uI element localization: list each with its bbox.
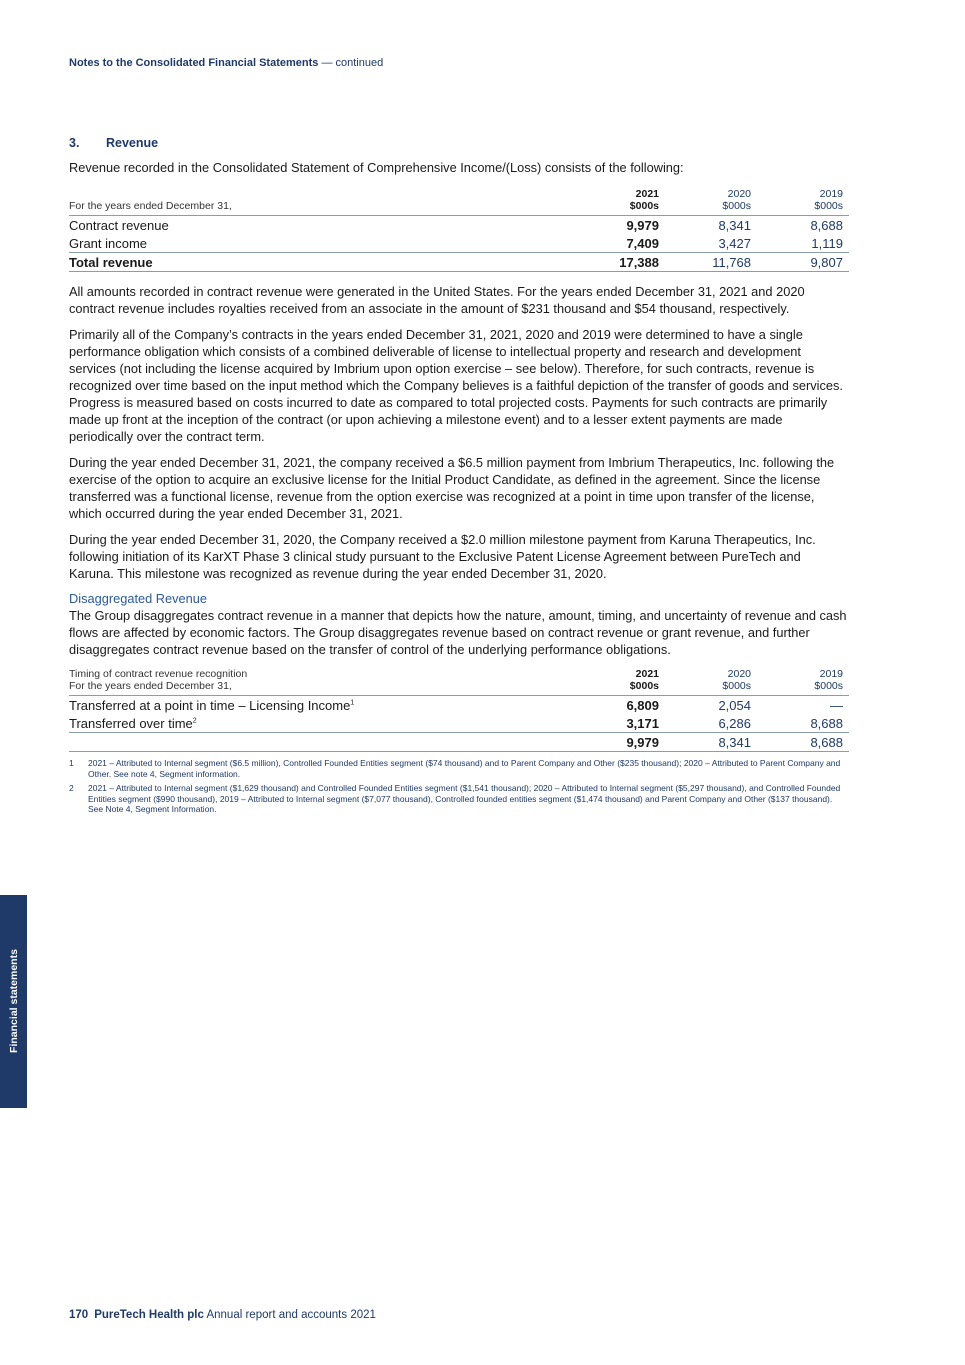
header-title: Notes to the Consolidated Financial Statements bbox=[69, 57, 319, 69]
paragraph: All amounts recorded in contract revenue were generated in the United States. For the years ended December 31, 2021 and 2020 contract revenue includes royalties received from an associate in the amount of $231 thousand and $54 thousand, respectively. bbox=[69, 284, 805, 316]
row-label: Transferred at a point in time – Licensing Income$^1$ bbox=[69, 698, 355, 713]
page-footer bbox=[69, 1309, 376, 1321]
table-header-row bbox=[69, 188, 849, 216]
cell-value: 2,054 bbox=[718, 698, 751, 713]
section-heading bbox=[69, 136, 849, 150]
side-tab-label: Financial statements bbox=[8, 949, 20, 1053]
total-value: 11,768 bbox=[665, 253, 757, 272]
cell-value: 3,171 bbox=[626, 716, 659, 731]
cell-value: 8,688 bbox=[810, 218, 843, 233]
column-header: 2019 $000s bbox=[814, 188, 843, 212]
total-label: Total revenue bbox=[69, 253, 579, 272]
total-value: 9,979 bbox=[579, 733, 665, 752]
cell-value: 7,409 bbox=[626, 236, 659, 251]
column-header: 2021 $000s bbox=[629, 188, 659, 212]
subsection-heading: Disaggregated Revenue bbox=[69, 591, 208, 606]
section-number: 3. bbox=[69, 136, 80, 150]
revenue-table bbox=[69, 188, 849, 272]
table-row bbox=[69, 696, 849, 715]
total-value: 8,341 bbox=[665, 733, 757, 752]
footnote-text: 2021 – Attributed to Internal segment ($6.5 million), Controlled Founded Entities segment ($74 thousand) and to Parent Company and Other ($235 thousand); 2020 – Attributed to Parent Company and Other. See note 4, Segment information. bbox=[88, 758, 841, 779]
section-title: Revenue bbox=[106, 136, 159, 150]
column-header: 2021 $000s bbox=[629, 668, 659, 692]
cell-value: 9,979 bbox=[626, 218, 659, 233]
footnote bbox=[69, 758, 849, 779]
total-value: 8,688 bbox=[757, 733, 849, 752]
paragraph: Primarily all of the Company’s contracts in the years ended December 31, 2021, 2020 and 2019 were determined to have a single performance obligation which consists of a combined deliverable of license to intellectual property and research and development services (not including the license acquired by Imbrium upon option exercise – see below). Therefore, for such contracts, revenue is recognized over time based on the input method which the Company believes is a faithful depiction of the transfer of goods and services. Progress is measured based on costs incurred to date as compared to total projected costs. Payments for such contracts are primarily made up front at the inception of the contract (or upon achieving a milestone event) and to a lesser extent payments are made periodically over the contract term. bbox=[69, 327, 843, 444]
column-header: 2020 $000s bbox=[722, 668, 751, 692]
company-name: PureTech Health plc bbox=[94, 1309, 204, 1321]
table-row bbox=[69, 216, 849, 235]
table-label: For the years ended December 31, bbox=[69, 200, 232, 212]
footnote-text: 2021 – Attributed to Internal segment ($1,629 thousand) and Controlled Founded Entities segment ($1,541 thousand); 2020 – Attributed to Internal segment ($5,297 thousand), and Controlled Founded Entities segment ($990 thousand), 2019 – Attributed to Internal segment ($7,077 thousand), Controlled founded entities segment ($1,474 thousand) and Parent Company and Other ($137 thousand). See Note 4, Segment Information. bbox=[88, 783, 841, 814]
header-suffix: — continued bbox=[321, 57, 384, 69]
footnote-number: 2 bbox=[69, 783, 74, 793]
row-label: Transferred over time$^2$ bbox=[69, 716, 197, 731]
page-number: 170 bbox=[69, 1309, 89, 1321]
row-label: Grant income bbox=[69, 236, 148, 251]
table-row bbox=[69, 714, 849, 733]
disaggregated-text: The Group disaggregates contract revenue in a manner that depicts how the nature, amount, timing, and uncertainty of revenue and cash flows are affected by economic factors. The Group disaggregates revenue based on contract revenue or grant revenue, and further disaggregates contract revenue based on the transfer of control of the underlying performance obligations. bbox=[69, 608, 847, 657]
total-label bbox=[69, 733, 579, 752]
cell-value: — bbox=[830, 698, 843, 713]
intro-text: Revenue recorded in the Consolidated Statement of Comprehensive Income/(Loss) consists of the following: bbox=[69, 160, 684, 175]
row-label: Contract revenue bbox=[69, 218, 169, 233]
cell-value: 8,341 bbox=[718, 218, 751, 233]
cell-value: 6,809 bbox=[626, 698, 659, 713]
report-title: Annual report and accounts 2021 bbox=[206, 1309, 376, 1321]
total-value: 9,807 bbox=[757, 253, 849, 272]
footnote bbox=[69, 783, 849, 815]
total-row bbox=[69, 253, 849, 272]
column-header: 2019 $000s bbox=[814, 668, 843, 692]
section-side-tab bbox=[0, 895, 27, 1108]
paragraph: During the year ended December 31, 2020, the Company received a $2.0 million milestone payment from Karuna Therapeutics, Inc. following initiation of its KarXT Phase 3 clinical study pursuant to the Exclusive Patent License Agreement between PureTech and Karuna. This milestone was recognized as revenue during the year ended December 31, 2020. bbox=[69, 532, 816, 581]
footnote-ref: 1 bbox=[350, 699, 355, 707]
table-label: Timing of contract revenue recognition For the years ended December 31, bbox=[69, 668, 248, 692]
table-header-row bbox=[69, 668, 849, 696]
footnote-ref: 2 bbox=[192, 717, 197, 725]
total-value: 17,388 bbox=[579, 253, 665, 272]
timing-table bbox=[69, 668, 849, 752]
table-row bbox=[69, 234, 849, 253]
paragraph: During the year ended December 31, 2021, the company received a $6.5 million payment from Imbrium Therapeutics, Inc. following the exercise of the option to acquire an exclusive license for the Initial Product Candidate, as defined in the agreement. Since the license transferred was a functional license, revenue from the option exercise was recognized at a point in time upon transfer of the license, which occurred during the year ended December 31, 2021. bbox=[69, 455, 835, 521]
cell-value: 3,427 bbox=[718, 236, 751, 251]
running-header bbox=[69, 57, 383, 69]
cell-value: 8,688 bbox=[810, 716, 843, 731]
cell-value: 6,286 bbox=[718, 716, 751, 731]
column-header: 2020 $000s bbox=[722, 188, 751, 212]
cell-value: 1,119 bbox=[811, 236, 843, 251]
footnote-number: 1 bbox=[69, 758, 74, 768]
main-content bbox=[69, 136, 849, 819]
total-row bbox=[69, 733, 849, 752]
